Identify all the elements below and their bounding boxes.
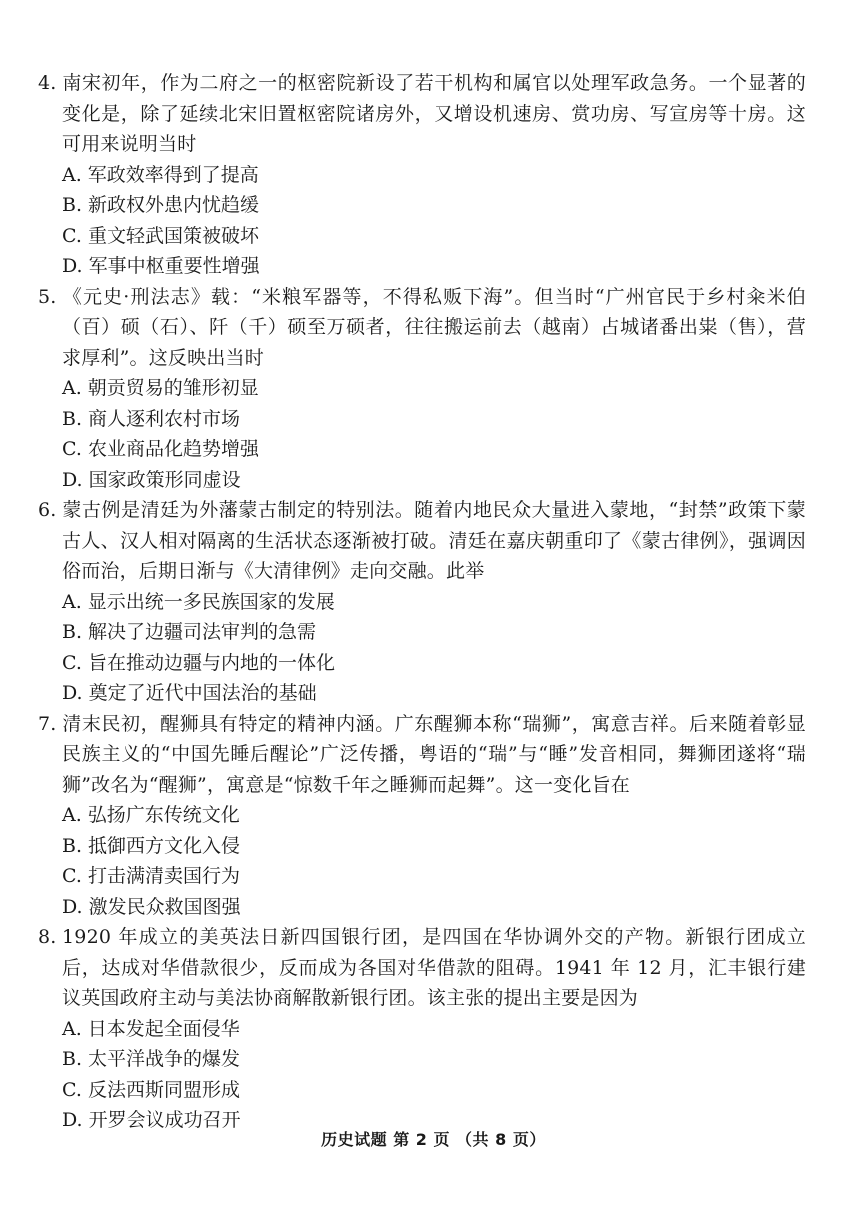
option-b[interactable]: B. 太平洋战争的爆发 [62, 1048, 241, 1070]
question-number: 6. [38, 499, 57, 521]
option-d[interactable]: D. 激发民众救国图强 [62, 895, 241, 918]
option-a[interactable]: A. 显示出统一多民族国家的发展 [62, 590, 335, 613]
option-a[interactable]: A. 弘扬广东传统文化 [62, 804, 240, 826]
question-7 [38, 709, 806, 923]
question-text: 蒙古例是清廷为外藩蒙古制定的特别法。随着内地民众大量进入蒙地，“封禁”政策下蒙古人、汉人相对隔离的生活状态逐渐被打破。清廷在嘉庆朝重印了《蒙古律例》，强调因俗而治，后期日渐与《大清律例》走向交融。此举 [62, 499, 806, 582]
option-a[interactable]: A. 军政效率得到了提高 [62, 163, 259, 186]
option-a[interactable]: A. 朝贡贸易的雏形初显 [62, 377, 259, 399]
question-stem [38, 922, 806, 1014]
option-b[interactable]: B. 解决了边疆司法审判的急需 [62, 621, 317, 643]
question-4 [38, 68, 806, 282]
option-d[interactable]: D. 国家政策形同虚设 [62, 468, 241, 491]
option-b[interactable]: B. 新政权外患内忧趋缓 [62, 194, 260, 216]
option-c[interactable]: C. 重文轻武国策被破坏 [62, 224, 259, 247]
option-c[interactable]: C. 旨在推动边疆与内地的一体化 [62, 651, 335, 674]
option-d[interactable]: D. 开罗会议成功召开 [62, 1109, 241, 1131]
question-text: 清末民初，醒狮具有特定的精神内涵。广东醒狮本称“瑞狮”，寓意吉祥。后来随着彰显民族主义的“中国先睡后醒论”广泛传播，粤语的“瑞”与“睡”发音相同，舞狮团遂将“瑞狮”改名为“醒狮”，寓意是“惊数千年之睡狮而起舞”。这一变化旨在 [62, 712, 806, 796]
option-c[interactable]: C. 农业商品化趋势增强 [62, 438, 259, 460]
question-stem [38, 709, 806, 801]
question-6 [38, 495, 806, 709]
question-text: 1920 年成立的美英法日新四国银行团，是四国在华协调外交的产物。新银行团成立后，达成对华借款很少，反而成为各国对华借款的阻碍。1941 年 12 月，汇丰银行建议英国政府主动与美法协商解散新银行团。该主张的提出主要是因为 [62, 926, 806, 1009]
option-c[interactable]: C. 打击满清卖国行为 [62, 865, 240, 887]
question-5 [38, 282, 806, 496]
option-b[interactable]: B. 抵御西方文化入侵 [62, 834, 241, 857]
page-footer: 历史试题 第 2 页 （共 8 页） [321, 1130, 546, 1149]
question-text: 《元史·刑法志》载：“米粮军器等，不得私贩下海”。但当时“广州官民于乡村籴米伯（百）硕（石）、阡（千）硕至万硕者，往往搬运前去（越南）占城诸番出粜（售），营求厚利”。这反映出当时 [62, 285, 806, 369]
question-list [38, 68, 806, 1136]
question-number: 4. [38, 72, 57, 94]
question-stem [38, 68, 806, 160]
question-stem [38, 495, 806, 587]
option-a[interactable]: A. 日本发起全面侵华 [62, 1017, 240, 1040]
question-8 [38, 922, 806, 1136]
question-number: 5. [38, 285, 57, 308]
option-c[interactable]: C. 反法西斯同盟形成 [62, 1078, 240, 1101]
question-stem [38, 282, 806, 374]
option-d[interactable]: D. 奠定了近代中国法治的基础 [62, 682, 317, 704]
question-text: 南宋初年，作为二府之一的枢密院新设了若干机构和属官以处理军政急务。一个显著的变化是，除了延续北宋旧置枢密院诸房外，又增设机速房、赏功房、写宣房等十房。这可用来说明当时 [62, 72, 806, 155]
option-b[interactable]: B. 商人逐利农村市场 [62, 407, 241, 430]
question-number: 8. [38, 926, 57, 948]
question-number: 7. [38, 712, 57, 735]
option-d[interactable]: D. 军事中枢重要性增强 [62, 255, 260, 277]
